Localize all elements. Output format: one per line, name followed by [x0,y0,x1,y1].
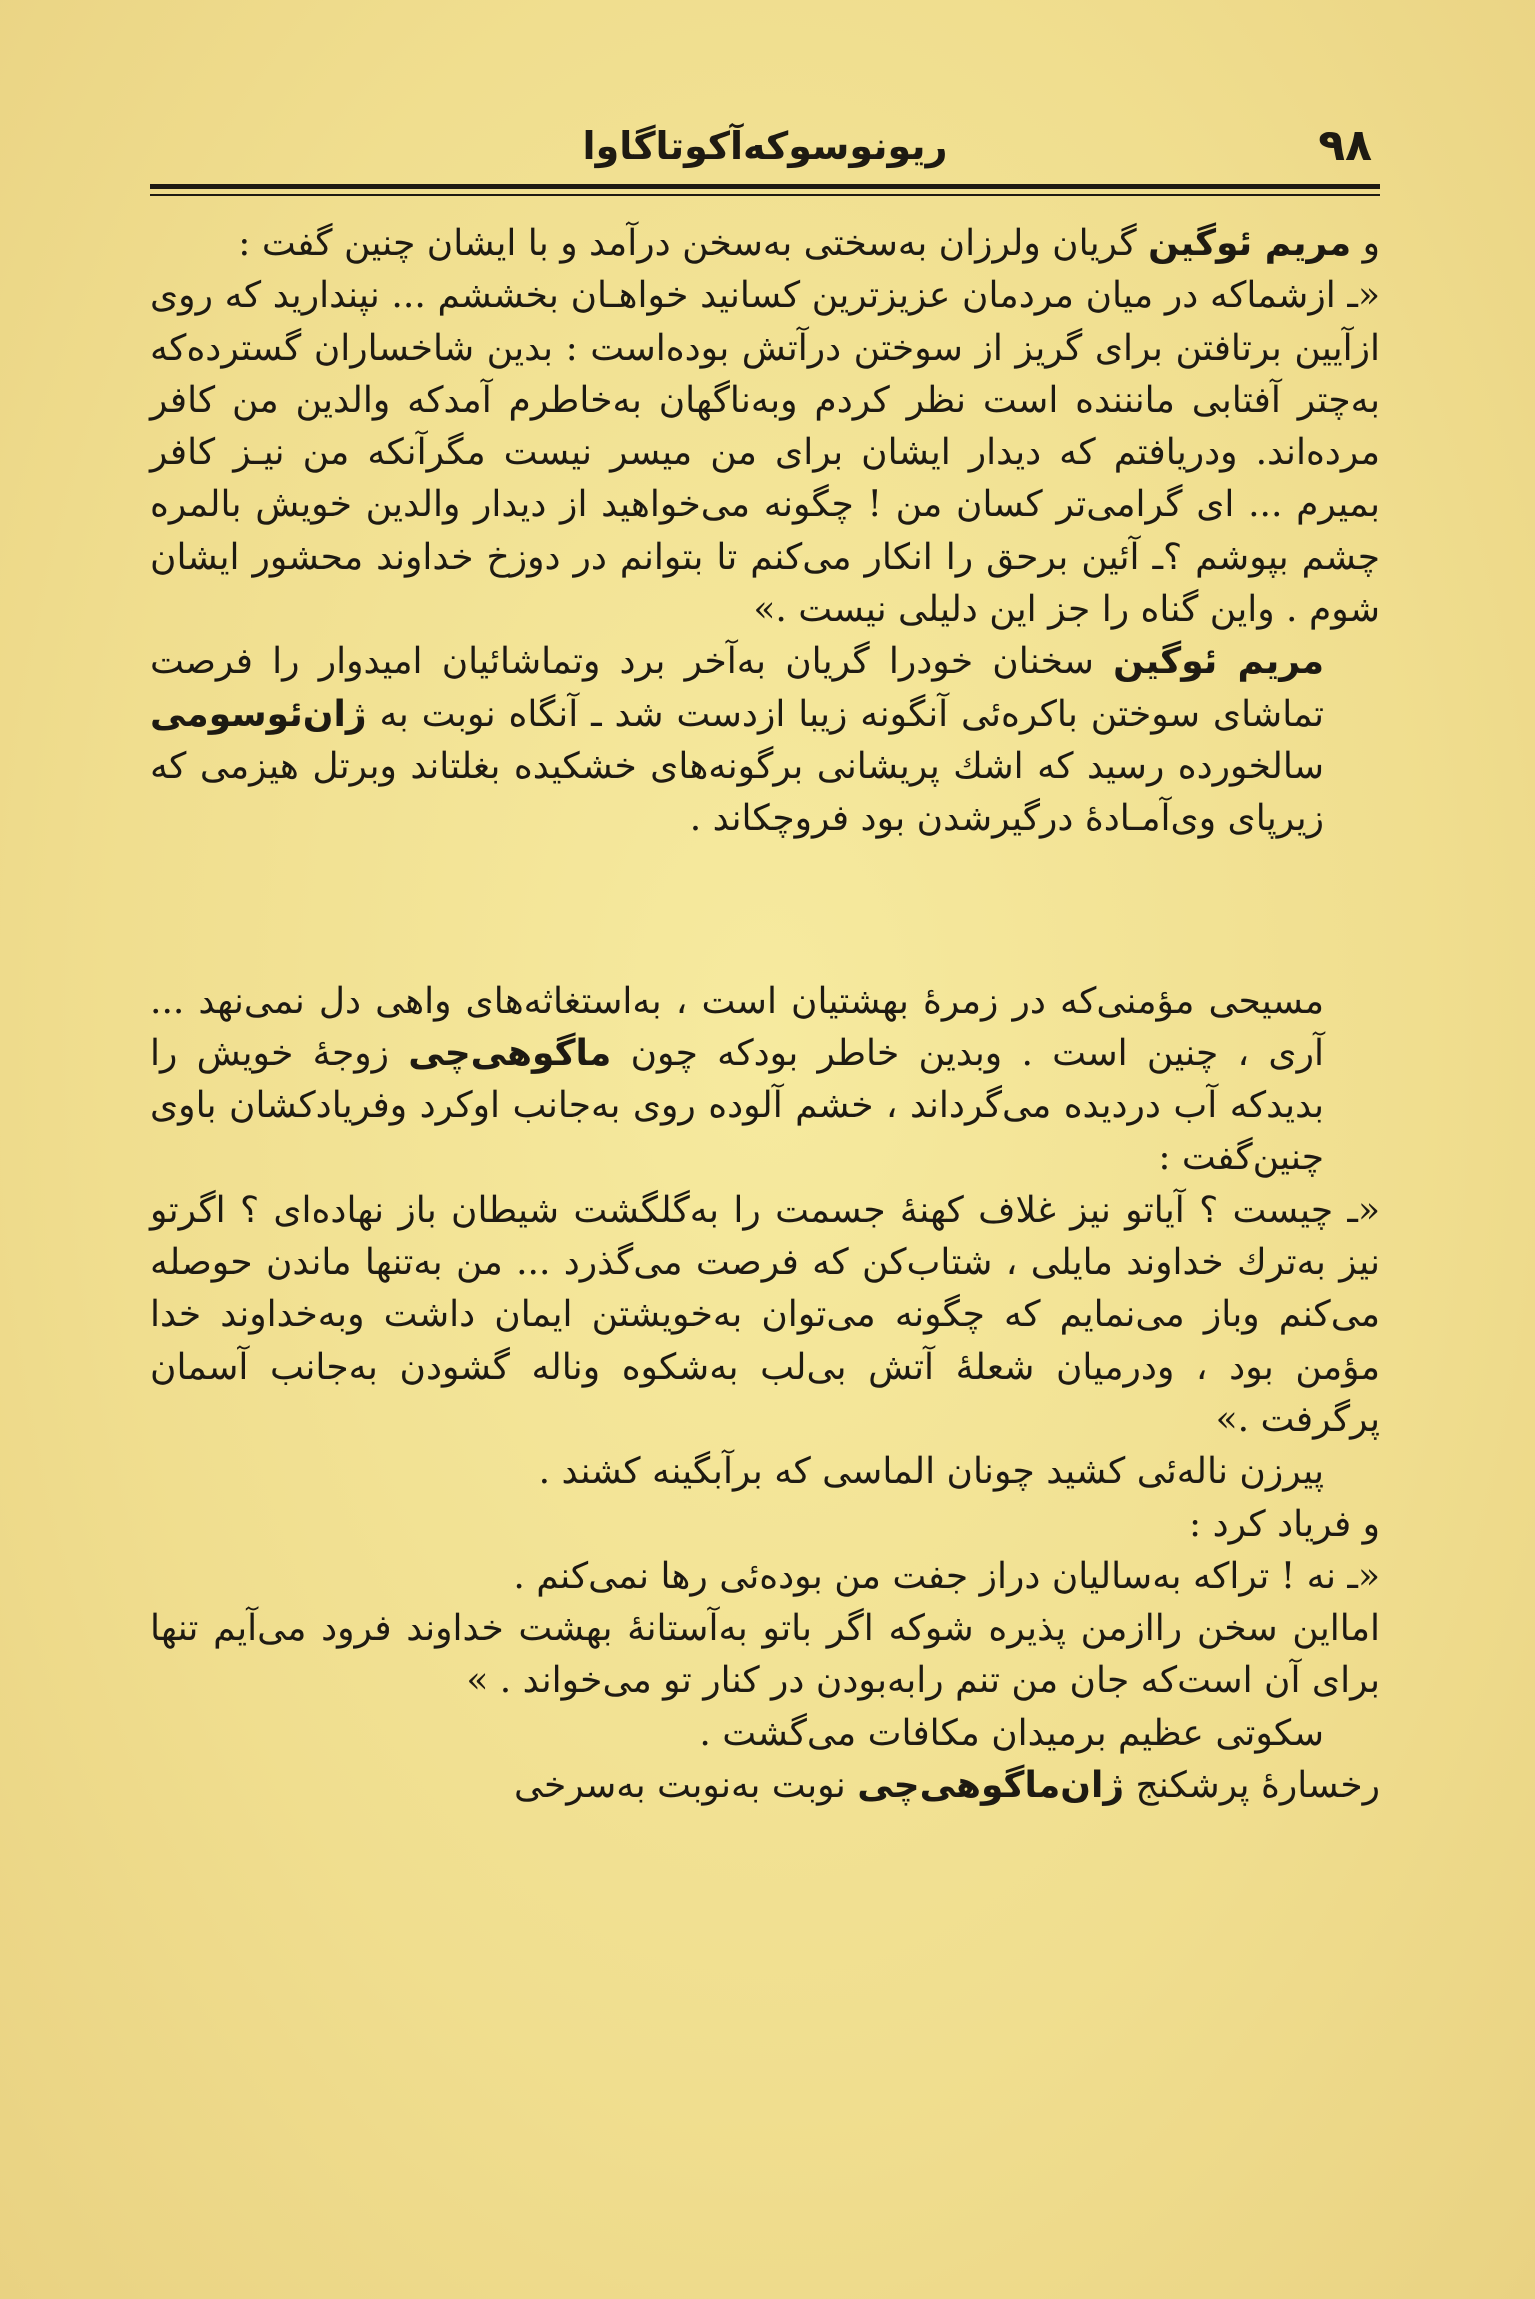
paragraph: «ـ چیست ؟ آیاتو نیز غلاف کهنهٔ جسمت را به‌گلگشت شیطان باز نهاده‌ای ؟ اگرتو نیز به‌ترك خداوند مایلی ، شتاب‌کن که فرصت می‌گذرد ... من به‌تنها ماندن حوصله می‌کنم وباز می‌نمایم که چگونه می‌توان به‌خویشتن ایمان داشت وبه‌خداوند خدا مؤمن بود ، ودرمیان شعلهٔ آتش بی‌لب به‌شکوه وناله گشودن به‌جانب آسمان پرگرفت .» [150,1189,1380,1440]
paragraph: و فریاد کرد : [1189,1503,1380,1545]
paragraph [150,636,1380,845]
header-rule-thick [150,184,1380,189]
text-run: مسیحی مؤمنی‌که در زمرهٔ بهشتیان است ، به‌استغاثه‌های واهی دل نمی‌نهد ... آری ، چنین است . وبدین خاطر بودکه چون [150,980,1324,1074]
page-body [150,218,1380,1812]
paragraph: امااین سخن رااز‌من پذیره شوکه اگر باتو به‌آستانهٔ بهشت خداوند فرود می‌آیم تنها برای آن است‌که جان من تنم رابه‌بودن در کنار تو می‌خواند . » [150,1608,1380,1702]
character-name: ژان‌ماگوهی‌چی [857,1765,1125,1807]
text-run: سخنان خودرا گریان به‌آخر برد وتماشائیان امیدوار را فرصت تماشای سوختن باکره‌ئی آنگونه زیبا ازدست شد ـ آنگاه نوبت به [150,641,1324,735]
text-run: نوبت به‌نوبت به‌سرخی [513,1765,846,1807]
paragraph: پیرزن ناله‌ئی کشید چونان الماسی که برآبگینه کشند . [538,1451,1324,1493]
running-title: ریونوسوکه‌آکوتاگاوا [582,124,948,168]
paragraph [150,976,1380,1185]
paragraph: «ـ نه ! تراکه به‌سالیان دراز جفت من بوده‌ئی رها نمی‌کنم . [513,1555,1380,1597]
text-run: گریان ولرزان به‌سختی به‌سخن درآمد و با ایشان چنین گفت : [238,223,1137,264]
character-name: ماگوهی‌چی [408,1032,612,1074]
paragraph [150,218,1380,270]
text-run: زوجهٔ خویش را بدیدکه آب دردیده می‌گرداند ، خشم آلوده روی به‌جانب اوکرد وفریادکشان باوی چنین‌گفت : [150,1032,1324,1179]
section-break [150,846,1380,976]
page-number: ۹۸ [1318,120,1372,171]
character-name: ژان‌ئوسومی [150,693,367,735]
paragraph [150,1760,1380,1812]
paragraph: سکوتی عظیم برمیدان مکافات می‌گشت . [699,1712,1324,1754]
text-run: سالخورده رسید که اشك پریشانی برگونه‌های خشکیده بغلتاند وبرتل هیزمی که زیرپای وی‌آمـادهٔ درگیرشدن بود فروچکاند . [150,745,1324,840]
character-name: مریم ئوگین [1113,641,1324,683]
page-header [150,118,1380,184]
text-run: و [1362,223,1380,264]
book-page [150,118,1380,1812]
character-name: مریم ئوگین [1148,223,1352,264]
paragraph: «ـ ازشماکه در میان مردمان عزیزترین کسانید خواهـان بخششم ... نپندارید که روی ازآیین برتافتن برای گریز از سوختن درآتش بوده‌است : بدین شاخساران گسترده‌که به‌چتر آفتابی مانننده است نظر کردم وبه‌ناگهان به‌خاطرم آمدکه والدین من کافر مرده‌اند. ودریافتم که دیدار ایشان برای من میسر نیست مگرآنکه من نیـز کافر بمیرم ... ای گرامی‌تر کسان من ! چگونه می‌خواهید از دیدار والدین خویش بالمره چشم بپوشم ؟ـ آئین برحق را انکار می‌کنم تا بتوانم در دوزخ خداوند محشور ایشان شوم . واین گناه را جز این دلیلی نیست .» [150,275,1380,631]
header-rule-thin [150,194,1380,196]
text-run: رخسارهٔ پرشکنج [1135,1765,1380,1807]
